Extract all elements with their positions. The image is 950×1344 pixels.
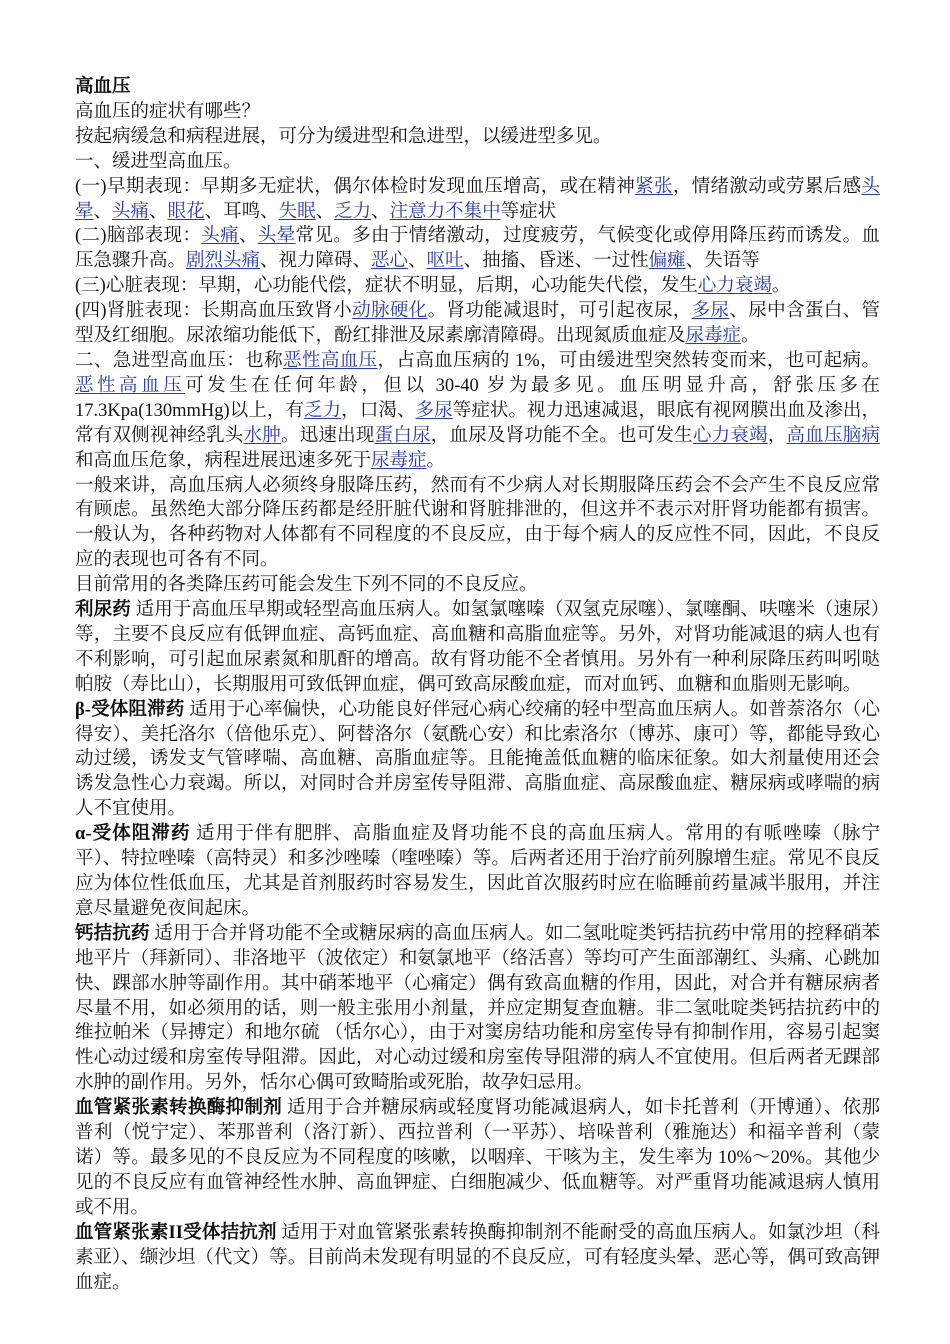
- arb-paragraph: [75, 1221, 880, 1296]
- text-run: 常见。多由于情绪激动，过度疲劳，气候变化或停用降压药而诱发。血压急骤升高。: [75, 226, 880, 272]
- side-effects-intro: [75, 573, 880, 598]
- term-link[interactable]: 失眠: [278, 201, 316, 222]
- text-run: (二)脑部表现：: [75, 226, 202, 247]
- text-run: 等症状。视力迅速减退，眼底有视网膜出血及渗出，常有双侧视神经乳头: [75, 400, 880, 446]
- text-run: 。肾功能减退时，可引起夜尿，: [427, 301, 692, 322]
- drug-class-label: β-受体阻滞药: [75, 699, 185, 720]
- text-run: 、: [149, 201, 168, 222]
- ace-inhibitors-paragraph: [75, 1096, 880, 1221]
- term-link[interactable]: 动脉硬化: [352, 301, 428, 322]
- text-run: 二、急进型高血压：也称: [75, 350, 283, 371]
- symptoms-question: [75, 100, 880, 125]
- term-link[interactable]: 恶心: [371, 251, 409, 272]
- text-run: 、视力障碍、: [260, 251, 372, 272]
- text-run: 可发生在任何年龄，但以 30-40 岁为最多见。血压明显升高，舒张压多在 17.3Kpa(130mmHg)以上，有: [75, 375, 880, 421]
- diuretics-paragraph: [75, 598, 880, 698]
- term-link[interactable]: 头痛: [112, 201, 150, 222]
- text-run: 。: [741, 326, 760, 347]
- term-link[interactable]: 心力衰竭: [692, 425, 768, 446]
- term-link[interactable]: 水肿: [243, 425, 281, 446]
- term-link[interactable]: 多尿: [415, 400, 453, 421]
- term-link[interactable]: 乏力: [334, 201, 372, 222]
- term-link[interactable]: 注意力不集中: [389, 201, 501, 222]
- term-link[interactable]: 乏力: [304, 400, 342, 421]
- text-run: 适用于对血管紧张素转换酶抑制剂不能耐受的高血压病人。如氯沙坦（科素亚）、缬沙坦（代文）等。目前尚未发现有明显的不良反应，可有轻度头晕、恶心等，偶可致高钾血症。: [75, 1222, 880, 1293]
- term-link[interactable]: 恶性高血压: [283, 350, 378, 371]
- term-link[interactable]: 蛋白尿: [374, 425, 431, 446]
- document-title-line: [75, 75, 880, 100]
- drug-class-label: α-受体阻滞药: [75, 824, 191, 845]
- beta-blockers-paragraph: [75, 698, 880, 823]
- side-effects-overview-paragraph: [75, 474, 880, 574]
- drug-class-label: 血管紧张素II受体拮抗剂: [75, 1222, 277, 1243]
- term-link[interactable]: 偏瘫: [648, 251, 686, 272]
- document-title: 高血压: [75, 77, 131, 97]
- text-run: 。: [771, 276, 791, 297]
- brain-manifestation-paragraph: [75, 224, 880, 274]
- text-run: 适用于合并糖尿病或轻度肾功能减退病人，如卡托普利（开博通）、依那普利（悦宁定）、苯那普利（洛汀新）、西拉普利（一平苏）、培哚普利（雅施达）和福辛普利（蒙诺）等。最多见的不良反应为不同程度的咳嗽，以咽痒、干咳为主，发生率为 10%～20%。其他少见的不良反应有血管神经性水肿、高血钾症、白细胞减少、低血糖等。对严重肾功能减退病人慎用或不用。: [75, 1098, 880, 1218]
- text-run: ，口渴、: [341, 400, 416, 421]
- text-run: 一、缓进型高血压。: [75, 151, 242, 172]
- drug-class-label: 利尿药: [75, 600, 131, 621]
- text-run: ，: [767, 425, 787, 446]
- term-link[interactable]: 尿毒症: [371, 450, 427, 471]
- text-run: (三)心脏表现：早期，心功能代偿，症状不明显，后期，心功能失代偿，发生: [75, 276, 698, 297]
- text-run: 、: [371, 201, 390, 222]
- term-link[interactable]: 头痛: [201, 226, 239, 247]
- text-run: ，占高血压病的 1%，可由缓进型突然转变而来，也可起病。: [377, 350, 880, 371]
- drug-class-label: 血管紧张素转换酶抑制剂: [75, 1098, 283, 1119]
- text-run: 、尿中含蛋白、管型及红细胞。尿浓缩功能低下，酚红排泄及尿素廓清障碍。出现氮质血症及: [75, 301, 880, 347]
- text-run: 适用于伴有肥胖、高脂血症及肾功能不良的高血压病人。常用的有哌唑嗪（脉宁平）、特拉唑嗪（高特灵）和多沙唑嗪（喹唑嗪）等。后两者还用于治疗前列腺增生症。常见不良反应为体位性低血压，尤其是首剂服药时容易发生，因此首次服药时应在临睡前药量减半服用，并注意尽量避免夜间起床。: [75, 824, 880, 919]
- text-run: 适用于心率偏快，心功能良好伴冠心病心绞痛的轻中型高血压病人。如普萘洛尔（心得安）、美托洛尔（倍他乐克）、阿替洛尔（氨酰心安）和比索洛尔（博苏、康可）等，都能导致心动过缓，诱发支气管哮喘、高血糖、高脂血症等。且能掩盖低血糖的临床征象。如大剂量使用还会诱发急性心力衰竭。所以，对同时合并房室传导阻滞、高脂血症、高尿酸血症、糖尿病或哮喘的病人不宜使用。: [75, 699, 880, 820]
- term-link[interactable]: 多尿: [691, 301, 730, 322]
- text-run: 等症状: [500, 201, 557, 222]
- text-run: 、抽搐、昏迷、一过性: [463, 251, 649, 272]
- kidney-manifestation-paragraph: [75, 299, 880, 349]
- term-link[interactable]: 头晕: [257, 226, 296, 247]
- text-run: 按起病缓急和病程进展，可分为缓进型和急进型，以缓进型多见。: [75, 126, 612, 147]
- text-run: 高血压的症状有哪些？: [75, 101, 261, 122]
- classification-intro: [75, 125, 880, 150]
- text-run: 适用于高血压早期或轻型高血压病人。如氢氯噻嗪（双氢克尿噻）、氯噻酮、呋噻米（速尿）等，主要不良反应有低钾血症、高钙血症、高血糖和高脂血症等。另外，对肾功能减退的病人也有不利影响，可引起血尿素氮和肌酐的增高。故有肾功能不全者慎用。另外有一种利尿降压药叫吲哒帕胺（寿比山），长期服用可致低钾血症，偶可致高尿酸血症，而对血钙、血糖和血脂则无影响。: [75, 600, 880, 695]
- text-run: 一般来讲，高血压病人必须终身服降压药，然而有不少病人对长期服降压药会不会产生不良反应常有顾虑。虽然绝大部分降压药都是经肝脏代谢和肾脏排泄的，但这并不表示对肝肾功能都有损害。一般认为，各种药物对人体都有不同程度的不良反应，由于每个病人的反应性不同，因此，不良反应的表现也可各有不同。: [75, 475, 880, 571]
- term-link[interactable]: 紧张: [635, 176, 673, 197]
- term-link[interactable]: 剧烈头痛: [186, 251, 261, 272]
- text-run: ，血尿及肾功能不全。也可发生: [430, 425, 693, 446]
- text-run: 、失语等: [685, 251, 760, 272]
- text-run: ，情绪激动或劳累后感: [672, 176, 862, 197]
- early-stage-paragraph: [75, 175, 880, 225]
- text-run: 、耳鸣、: [204, 201, 279, 222]
- text-run: 、: [93, 201, 113, 222]
- term-link[interactable]: 恶性高血压: [75, 375, 186, 396]
- alpha-blockers-paragraph: [75, 822, 880, 922]
- text-run: 、: [238, 226, 258, 247]
- term-link[interactable]: 心力衰竭: [697, 276, 772, 297]
- document-body: [75, 75, 880, 1295]
- text-run: (四)肾脏表现：长期高血压致肾小: [75, 301, 353, 322]
- text-run: (一)早期表现：早期多无症状，偶尔体检时发现血压增高，或在精神: [75, 176, 636, 197]
- text-run: 目前常用的各类降压药可能会发生下列不同的不良反应。: [75, 575, 538, 596]
- term-link[interactable]: 头晕: [75, 176, 880, 222]
- term-link[interactable]: 尿毒症: [685, 326, 742, 347]
- text-run: 。: [426, 450, 446, 471]
- text-run: 。迅速出现: [280, 425, 375, 446]
- term-link[interactable]: 高血压脑病: [786, 425, 880, 446]
- drug-class-label: 钙拮抗药: [75, 923, 150, 944]
- section-heading-slow-type: [75, 150, 880, 175]
- heart-manifestation-paragraph: [75, 274, 880, 299]
- term-link[interactable]: 眼花: [167, 201, 205, 222]
- calcium-antagonists-paragraph: [75, 922, 880, 1096]
- text-run: 、: [408, 251, 427, 272]
- malignant-hypertension-paragraph: [75, 349, 880, 474]
- text-run: 和高血压危象，病程进展迅速多死于: [75, 450, 372, 471]
- text-run: 适用于合并肾功能不全或糖尿病的高血压病人。如二氢吡啶类钙拮抗药中常用的控释硝苯地平片（拜新同）、非洛地平（波依定）和氨氯地平（络活喜）等均可产生面部潮红、头痛、心跳加快、踝部水肿等副作用。其中硝苯地平（心痛定）偶有致高血糖的作用，因此，对合并有糖尿病者尽量不用，如必须用的话，则一般主张用小剂量，并应定期复查血糖。非二氢吡啶类钙拮抗药中的维拉帕米（异搏定）和地尔硫 （恬尔心），由于对窦房结功能和房室传导有抑制作用，容易引起窦性心动过缓和房室传导阻滞。因此，对心动过缓和房室传导阻滞的病人不宜使用。但后两者无踝部水肿的副作用。另外，恬尔心偶可致畸胎或死胎，故孕妇忌用。: [75, 923, 880, 1094]
- term-link[interactable]: 呕吐: [426, 251, 464, 272]
- text-run: 、: [315, 201, 335, 222]
